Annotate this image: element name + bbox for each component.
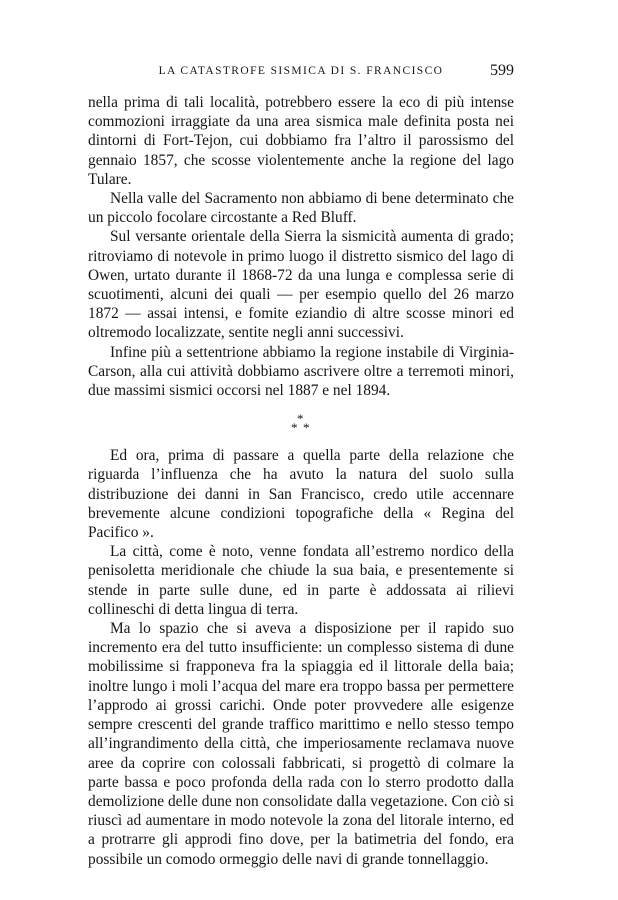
paragraph-city-foundation: La città, come è noto, venne fondata all’estremo nordico della penisoletta meridionale che chiude la sua baia, e presentemente si stende in parte sulle dune, ed in parte è addossata ai rilievi collineschi di detta lingua di terra. — [88, 543, 514, 618]
paragraph-sierra: Sul versante orientale della Sierra la sismicità aumenta di grado; ritroviamo di notevole in primo luogo il distretto sismico del lago di Owen, urtato durante il 1868-72 da una lunga e complessa serie di scuotimenti, alcuni dei quali — per esempio quello del 26 marzo 1872 — assai intensi, e fomite eziandio di altre scosse minori ed oltremodo localizzate, sentite negli anni successivi. — [88, 228, 514, 342]
paragraph-harbor-fill: Ma lo spazio che si aveva a disposizione per il rapido suo incremento era del tutto insufficiente: un complesso sistema di dune mobilissime si frapponeva fra la spiaggia ed il littorale della baia; inoltre lungo i moli l’acqua del mare era troppo bassa per permettere l’approdo ai grossi carichi. Onde poter provvedere alle esigenze sempre crescenti del grande traffico marittimo e nello stesso tempo all’ingrandimento della città, che imperiosamente reclamava nuove aree da coprire con colossali fabbricati, si progettò di colmare la parte bassa e poco profonda della rada con lo sterro prodotto dalla demolizione delle dune non consolidate dalla vegetazione. Con ciò si riuscì ad aumentare in modo notevole la zona del litorale interno, ed a protrarre gli approdi fino dove, per la batimetria del fondo, era possibile un comodo ormeggio delle navi di grande tonnellaggio. — [88, 620, 514, 868]
paragraph-continued: nella prima di tali località, potrebbero essere la eco di più intense commozioni irraggiate da una area sismica male definita posta nei dintorni di Fort-Tejon, cui dobbiamo fra l’altro il parossismo del gennaio 1857, che scosse violentemente anche la regione del lago Tulare. — [88, 94, 514, 188]
paragraph-virginia-carson: Infine più a settentrione abbiamo la regione instabile di Virginia-Carson, alla cui attività dobbiamo ascrivere oltre a terremoti minori, due massimi sismici occorsi nel 1887 e nel 1894. — [88, 343, 514, 400]
paragraph-sacramento: Nella valle del Sacramento non abbiamo di bene determinato che un piccolo focolare circostante a Red Bluff. — [88, 190, 514, 227]
asterism-star: * — [291, 420, 298, 436]
running-head — [88, 62, 514, 84]
paragraph-topography-intro: Ed ora, prima di passare a quella parte della relazione che riguarda l’influenza che ha avuto la natura del suolo sulla distribuzione dei danni in San Francisco, credo utile accennare brevemente alcune condizioni topografiche della « Regina del Pacifico ». — [88, 447, 514, 542]
body-text — [88, 93, 514, 869]
asterism-star: * — [297, 411, 304, 427]
page-number: 599 — [490, 62, 514, 79]
running-title: LA CATASTROFE SISMICA DI S. FRANCISCO — [158, 65, 444, 77]
asterism-star: * — [303, 420, 310, 436]
section-break-asterism — [88, 402, 514, 446]
